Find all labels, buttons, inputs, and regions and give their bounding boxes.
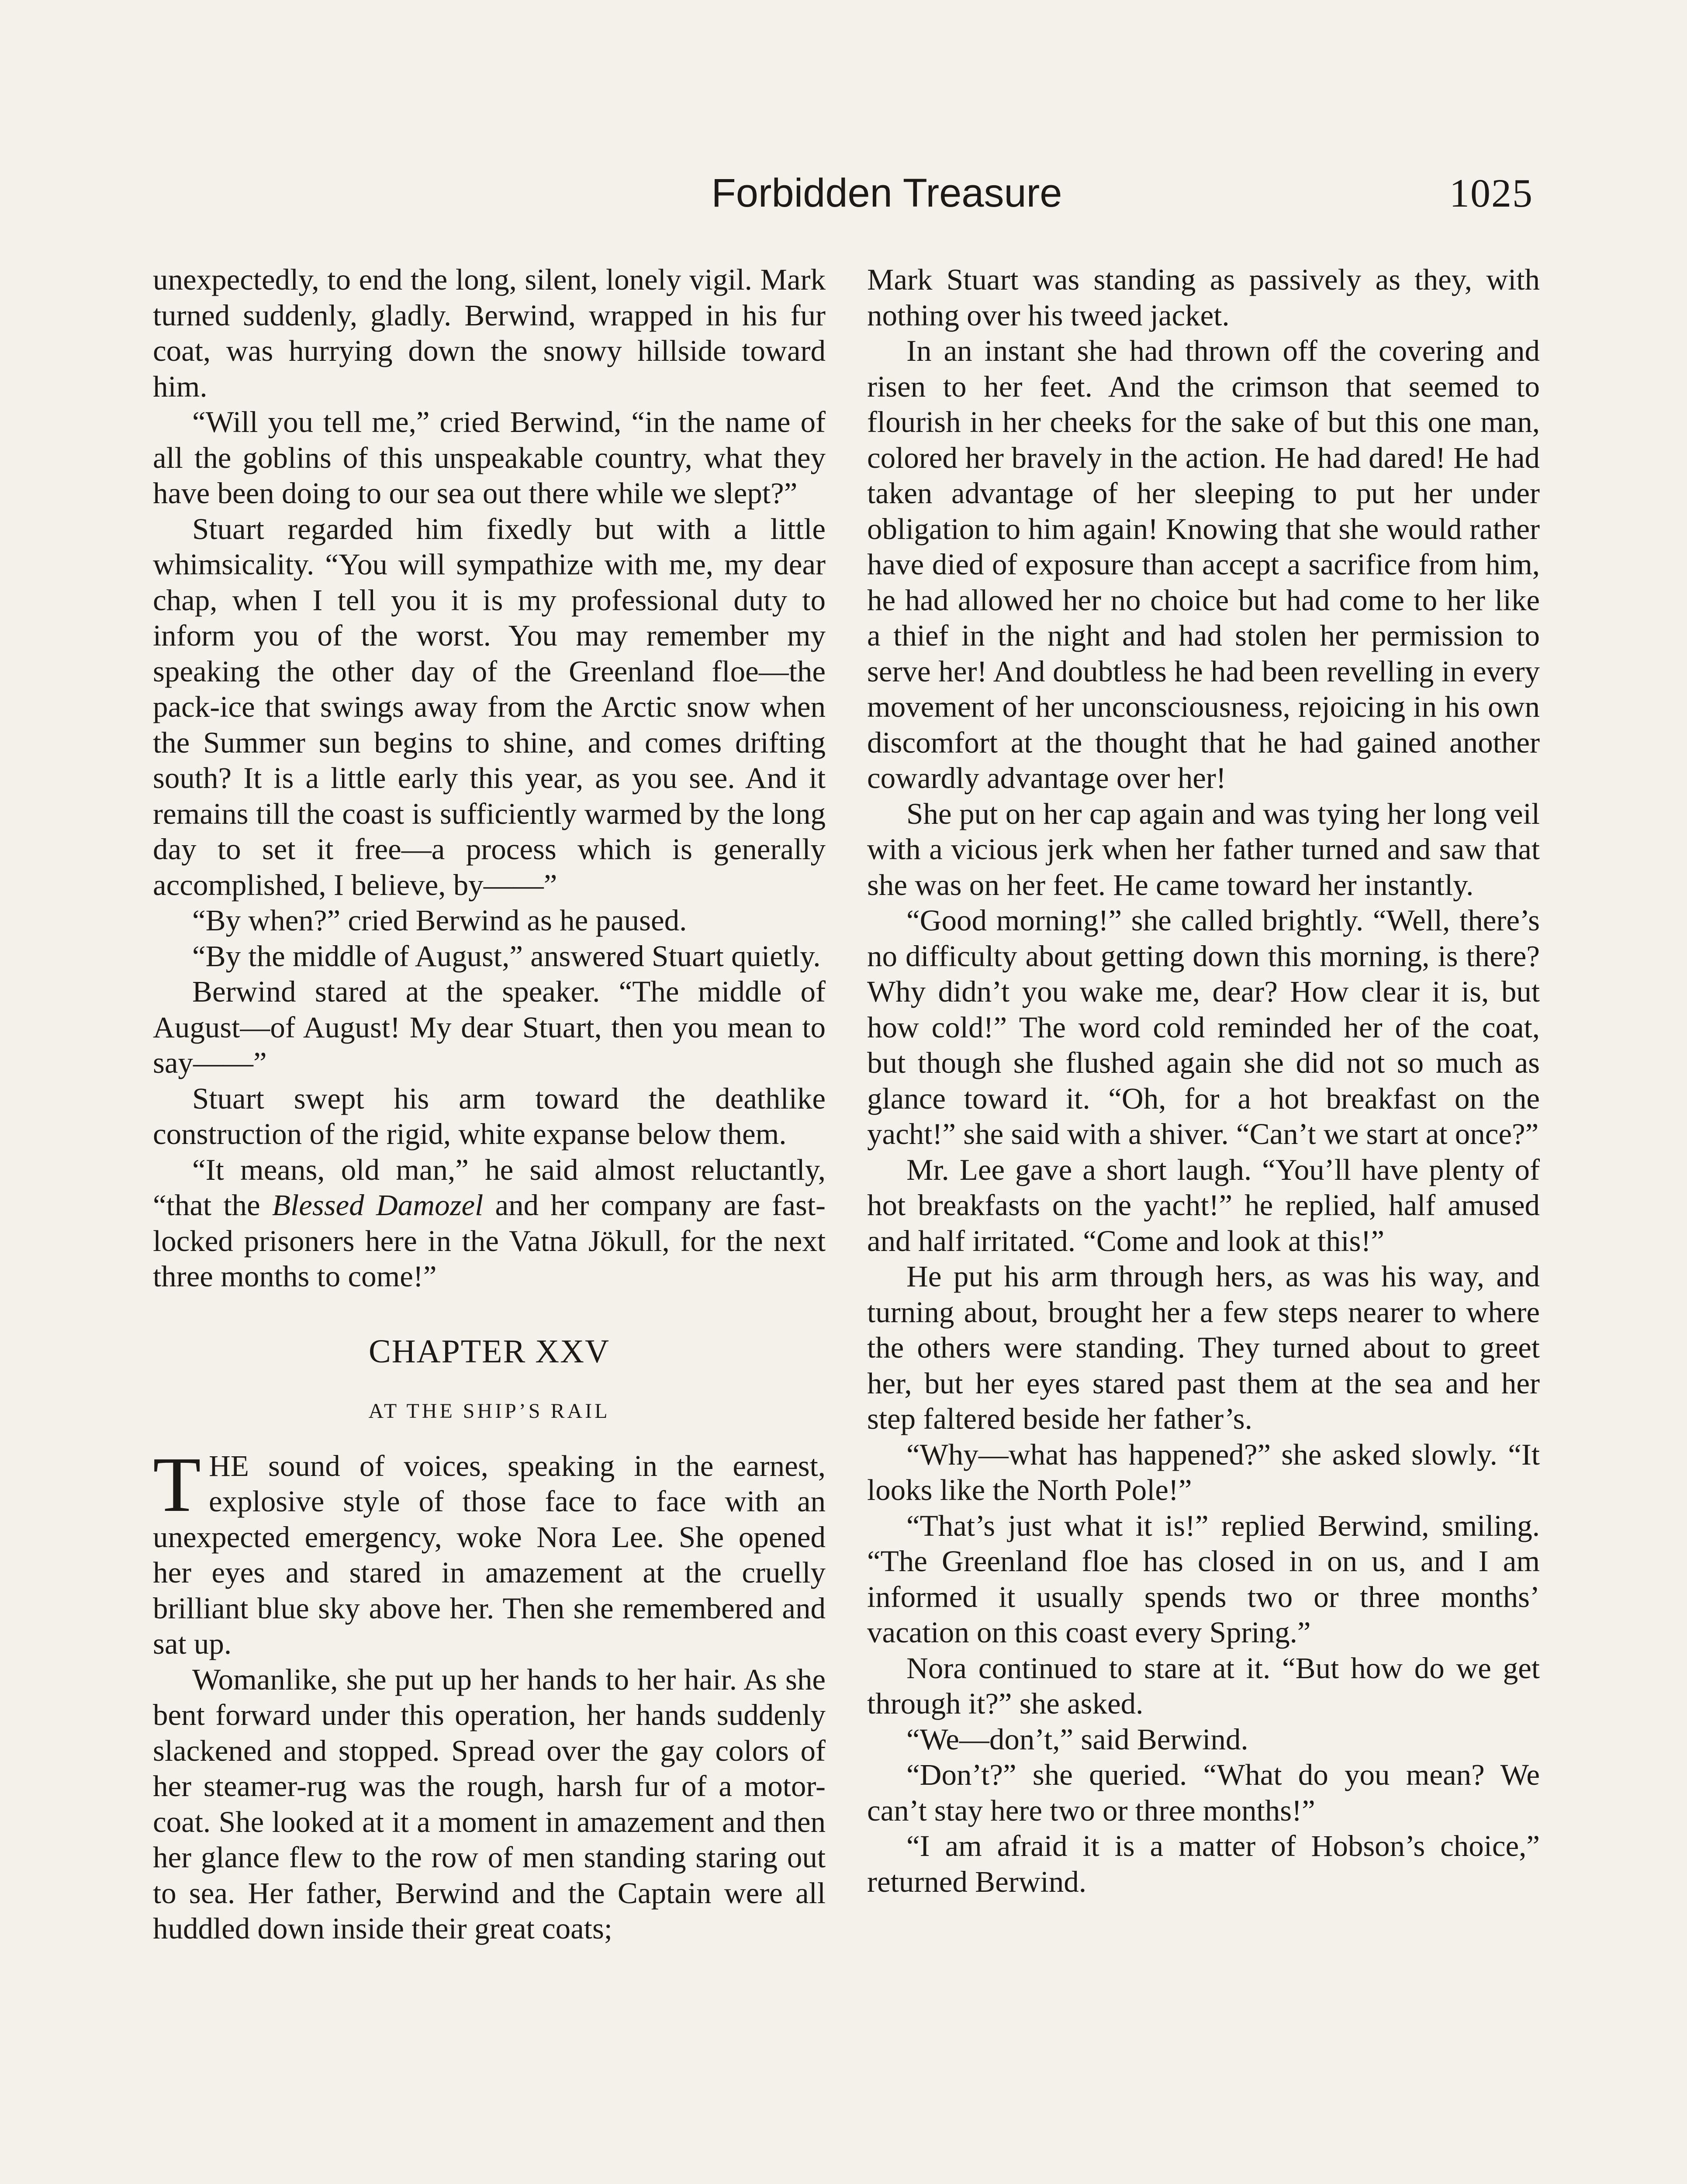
paragraph: unexpectedly, to end the long, silent, lonely vigil. Mark turned suddenly, gladly. Berwind, wrapped in his fur coat, was hurrying down the snowy hillside toward him. bbox=[153, 263, 826, 403]
paragraph: Berwind stared at the speaker. “The middle of August—of August! My dear Stuart, then you mean to say——” bbox=[153, 975, 826, 1079]
paragraph: “By when?” cried Berwind as he paused. bbox=[192, 904, 687, 937]
text-segment: and her company are fast-locked prisoners here in the Vatna Jökull, for the next three months to come!” bbox=[153, 1189, 826, 1293]
paragraph: “We—don’t,” said Berwind. bbox=[906, 1722, 1248, 1756]
text-segment: “It means, old man,” he said almost reluctantly, “that the bbox=[153, 1153, 826, 1222]
paragraph: “Don’t?” she queried. “What do you mean? We can’t stay here two or three months!” bbox=[867, 1758, 1540, 1827]
chapter-heading: CHAPTER XXV bbox=[369, 1333, 610, 1370]
left-column bbox=[153, 262, 826, 2184]
right-column bbox=[867, 262, 1540, 2184]
paragraph: Mark Stuart was standing as passively as they, with nothing over his tweed jacket. bbox=[867, 263, 1540, 332]
text-segment: HE sound of voices, speaking in the earnest, explosive style of those face to face with an unexpected emergency, woke Nora Lee. She opened her eyes and stared in amazement at the cruelly brilliant blue sky above her. Then she remembered and sat up. bbox=[153, 1449, 826, 1660]
paragraph: Stuart swept his arm toward the deathlike construction of the rigid, white expanse below them. bbox=[153, 1082, 826, 1151]
paragraph bbox=[153, 1152, 826, 1295]
paragraph: Stuart regarded him fixedly but with a little whimsicality. “You will sympathize with me, my dear chap, when I tell you it is my professional duty to inform you of the worst. You may remember my speaking the other day of the Greenland floe—the pack-ice that swings away from the Arctic snow when the Summer sun begins to shine, and comes drifting south? It is a little early this year, as you see. And it remains till the coast is sufficiently warmed by the long day to set it free—a process which is generally accomplished, I believe, by——” bbox=[153, 512, 826, 902]
running-title: Forbidden Treasure bbox=[711, 171, 1062, 215]
paragraph: “Why—what has happened?” she asked slowly. “It looks like the North Pole!” bbox=[867, 1438, 1540, 1507]
drop-cap: T bbox=[153, 1441, 201, 1528]
chapter-subtitle: AT THE SHIP’S RAIL bbox=[368, 1399, 610, 1423]
paragraph: Womanlike, she put up her hands to her hair. As she bent forward under this operation, her hands suddenly slackened and stopped. Spread over the gay colors of her steamer-rug was the rough, harsh fur of a motor-coat. She looked at it a moment in amazement and then her glance flew to the row of men standing staring out to sea. Her father, Berwind and the Captain were all huddled down inside their great coats; bbox=[153, 1662, 826, 1945]
page-header bbox=[153, 167, 1533, 224]
paragraph: “Will you tell me,” cried Berwind, “in the name of all the goblins of this unspeakable country, what they have been doing to our sea out there while we slept?” bbox=[153, 405, 826, 510]
paragraph: “Good morning!” she called brightly. “Well, there’s no difficulty about getting down this morning, is there? Why didn’t you wake me, dear? How clear it is, but how cold!” The word cold reminded her of the coat, but though she flushed again she did not so much as glance toward it. “Oh, for a hot breakfast on the yacht!” she said with a shiver. “Can’t we start at once?” bbox=[867, 904, 1540, 1151]
paragraph: She put on her cap again and was tying her long veil with a vicious jerk when her father turned and saw that she was on her feet. He came toward her instantly. bbox=[867, 797, 1540, 902]
paragraph bbox=[153, 1441, 826, 1662]
paragraph: “By the middle of August,” answered Stuart quietly. bbox=[192, 939, 821, 973]
ship-name: Blessed Damozel bbox=[272, 1189, 484, 1222]
paragraph: In an instant she had thrown off the covering and risen to her feet. And the crimson that seemed to flourish in her cheeks for the sake of but this one man, colored her bravely in the action. He had dared! He had taken advantage of her sleeping to put her under obligation to him again! Knowing that she would rather have died of exposure than accept a sacrifice from him, he had allowed her no choice but had come to her like a thief in the night and had stolen her permission to serve her! And doubtless he had been revelling in every movement of her unconsciousness, rejoicing in his own discomfort at the thought that he had gained another cowardly advantage over her! bbox=[867, 334, 1540, 795]
paragraph: He put his arm through hers, as was his way, and turning about, brought her a few steps nearer to where the others were standing. They turned about to greet her, but her eyes stared past them at the sea and her step faltered beside her father’s. bbox=[867, 1260, 1540, 1435]
page-number: 1025 bbox=[1449, 171, 1533, 215]
paragraph: “I am afraid it is a matter of Hobson’s choice,” returned Berwind. bbox=[867, 1829, 1540, 1898]
paragraph: Mr. Lee gave a short laugh. “You’ll have plenty of hot breakfasts on the yacht!” he replied, half amused and half irritated. “Come and look at this!” bbox=[867, 1153, 1540, 1258]
paragraph: “That’s just what it is!” replied Berwind, smiling. “The Greenland floe has closed in on us, and I am informed it usually spends two or three months’ vacation on this coast every Spring.” bbox=[867, 1509, 1540, 1649]
paragraph: Nora continued to stare at it. “But how do we get through it?” she asked. bbox=[867, 1651, 1540, 1720]
